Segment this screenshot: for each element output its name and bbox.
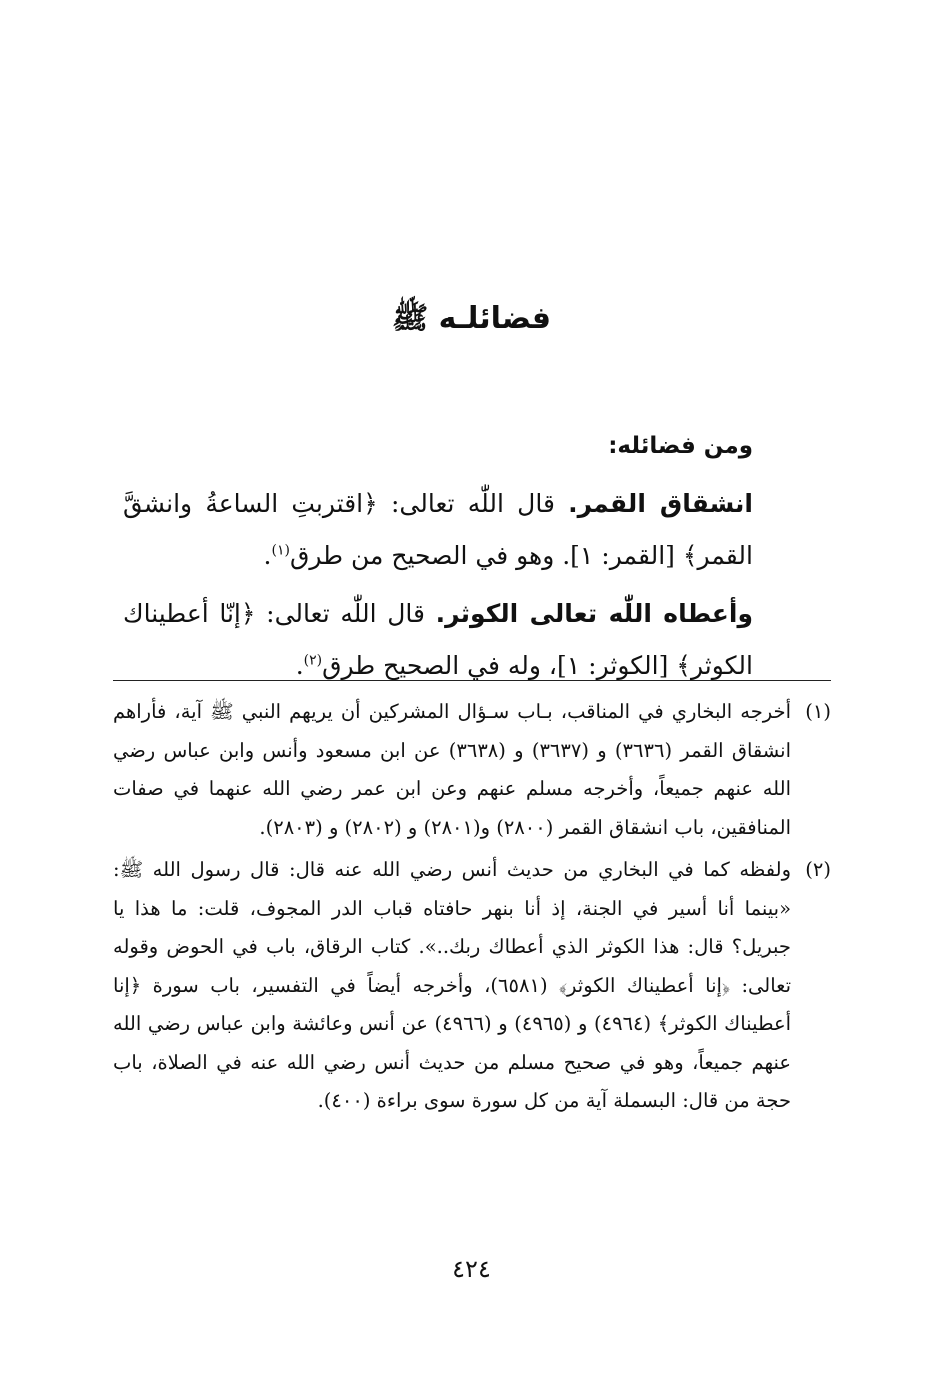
paragraph-moon-splitting bbox=[123, 478, 753, 582]
footnote-text: أخرجه البخاري في المناقب، بـاب سـؤال المشركين أن يريهم النبي ﷺ آية، فأراهم انشقاق القمر (٣٦٣٦) و (٣٦٣٧) و (٣٦٣٨) عن ابن مسعود وأنس وابن عباس رضي الله عنهم جميعاً، وأخرجه مسلم عنهم وعن ابن عمر رضي الله عنهما في صفات المنافقين، باب انشقاق القمر (٢٨٠٠) و(٢٨٠١) و (٢٨٠٢) و (٢٨٠٣). bbox=[113, 700, 792, 839]
footnote-divider bbox=[113, 680, 831, 681]
chapter-title: فضائلـه ﷺ bbox=[391, 301, 552, 336]
footnote-2 bbox=[113, 851, 831, 1121]
footnote-number: (١) bbox=[805, 700, 831, 723]
footnotes bbox=[113, 693, 831, 1125]
paragraph-end: . bbox=[263, 541, 272, 570]
footnote-ref[interactable]: (١) bbox=[271, 542, 290, 559]
footnote-text: ولفظه كما في البخاري من حديث أنس رضي الله عنه قال: قال رسول الله ﷺ: «بينما أنا أسير في الجنة، إذ أنا بنهر حافتاه قباب الدر المجوف، قلت: ما هذا يا جبريل؟ قال: هذا الكوثر الذي أعطاك ربك..». كتاب الرقاق، باب في الحوض وقوله تعالى: ﴿إنا أعطيناك الكوثر﴾ (٦٥٨١)، وأخرجه أيضاً في التفسير، باب سورة ﴿إنا أعطيناك الكوثر﴾ (٤٩٦٤) و (٤٩٦٥) و (٤٩٦٦) عن أنس وعائشة وابن عباس رضي الله عنهم جميعاً، وهو في صحيح مسلم من حديث أنس رضي الله عنه في الصلاة، باب حجة من قال: البسملة آية من كل سورة سوى براءة (٤٠٠). bbox=[113, 858, 792, 1112]
paragraph-heading: انشقاق القمر. bbox=[568, 489, 753, 518]
main-text bbox=[123, 420, 753, 692]
page-number: ٤٢٤ bbox=[452, 1255, 491, 1283]
footnote-ref[interactable]: (٢) bbox=[303, 652, 323, 669]
footnote-1 bbox=[113, 693, 831, 847]
paragraph-kawthar bbox=[123, 588, 753, 692]
intro-line: ومن فضائله: bbox=[608, 433, 753, 459]
paragraph-text: قال اللّٰه تعالى: ﴿اقتربتِ الساعةُ وانشقَّ القمر﴾ [القمر: ١]. وهو في الصحيح من طرق bbox=[123, 489, 753, 570]
paragraph-text: قال اللّٰه تعالى: ﴿إنّا أعطيناك الكوثر﴾ [الكوثر: ١]، وله في الصحيح طرق bbox=[123, 599, 753, 680]
paragraph-heading: وأعطاه اللّٰه تعالى الكوثر. bbox=[435, 599, 753, 628]
paragraph-end: . bbox=[295, 651, 304, 680]
footnote-number: (٢) bbox=[805, 858, 831, 881]
